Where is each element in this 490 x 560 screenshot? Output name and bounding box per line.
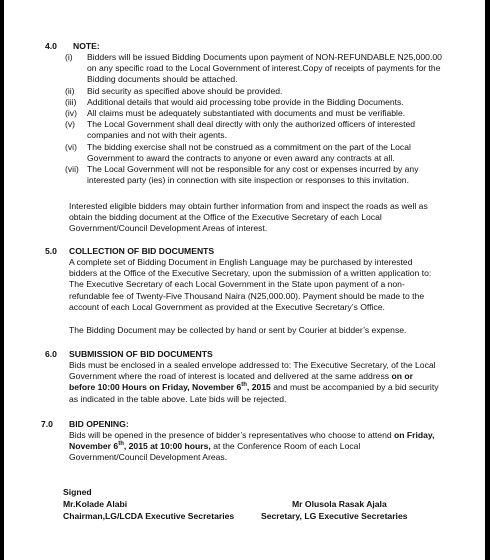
item-number: (vi) bbox=[65, 141, 77, 152]
document-page bbox=[4, 0, 485, 560]
text: and must be accompanied by a bid security as indicated in the table above. Late bids will be rejected. bbox=[69, 382, 439, 404]
opening-date: on Friday, November 6 bbox=[69, 430, 435, 452]
right-signatory-title: Secretary, LG Executive Secretaries bbox=[261, 511, 408, 521]
submission-body bbox=[69, 360, 439, 405]
signed-label: Signed bbox=[63, 487, 92, 497]
deadline-text: on or before 10:00 Hours on Friday, November 6 bbox=[69, 371, 413, 393]
list-item bbox=[65, 86, 445, 97]
paragraph: Interested eligible bidders may obtain further information from and inspect the roads as well as obtain the bidding document at the Office of the Executive Secretary of each Local Government/Council Development Areas of interest. bbox=[69, 201, 428, 234]
paragraph bbox=[69, 430, 439, 464]
section-heading: BID OPENING: bbox=[69, 419, 129, 429]
section-number: 6.0 bbox=[45, 349, 57, 359]
list-item bbox=[65, 52, 445, 86]
item-text: The Local Government will not be responsible for any cost or expenses incurred by any interested party (ies) in connection with site inspection or responses to this invitation. bbox=[87, 164, 419, 186]
list-item bbox=[65, 119, 445, 141]
list-item bbox=[65, 97, 445, 108]
left-signatory-title: Chairman,LG/LCDA Executive Secretaries bbox=[63, 511, 235, 521]
item-number: (iii) bbox=[65, 96, 77, 107]
text: Bids must be enclosed in a sealed envelope addressed to: The Executive Secretary, of the Local Government where the road of interest is located and delivered at the same address bbox=[69, 360, 436, 382]
item-text: The bidding exercise shall not be construed as a commitment on the part of the Local Government to award the contracts to anyone or even award any contracts at all. bbox=[87, 141, 411, 163]
item-number: (v) bbox=[65, 119, 76, 130]
list-item bbox=[65, 164, 445, 186]
collection-note bbox=[69, 325, 439, 336]
item-text: Bidders will be issued Bidding Documents upon payment of NON-REFUNDABLE N25,000.00 on any specific road to the Local Government of interest.Copy of receipts of payments for the Bidding documents should be attached. bbox=[87, 52, 442, 85]
list-item bbox=[65, 142, 445, 164]
paragraph: A complete set of Bidding Document in English Language may be purchased by interested bidders at the Office of the Executive Secretary, upon the submission of a written application to: The Executive Secretary of each Local Government in the State upon payment of a non-refundable fee of Twenty-Five Thousand Naira (N25,000.00). Payment should be made to the account of each Local Government as provided at the Executive Secretary’s Office. bbox=[69, 257, 432, 312]
left-signatory-name: Mr.Kolade Alabi bbox=[63, 499, 128, 509]
text: Bids will be opened in the presence of bidder’s representatives who choose to attend bbox=[69, 430, 395, 440]
deadline-year: , 2015 bbox=[246, 382, 271, 393]
paragraph: The Bidding Document may be collected by hand or sent by Courier at bidder’s expense. bbox=[69, 325, 407, 335]
opening-time: , 2015 at 10:00 hours, bbox=[123, 441, 211, 452]
superscript: th bbox=[118, 441, 124, 448]
superscript: th bbox=[241, 382, 247, 389]
item-number: (vii) bbox=[65, 164, 79, 175]
section-number: 7.0 bbox=[41, 419, 53, 429]
list-item bbox=[65, 108, 445, 119]
paragraph bbox=[69, 360, 439, 405]
opening-body bbox=[69, 430, 439, 464]
section-heading: SUBMISSION OF BID DOCUMENTS bbox=[69, 349, 213, 359]
item-text: All claims must be adequately substantiated with documents and must be verifiable. bbox=[87, 108, 406, 119]
note-closing bbox=[69, 201, 439, 235]
item-number: (ii) bbox=[65, 85, 75, 96]
item-text: Bid security as specified above should be provided. bbox=[87, 85, 283, 96]
collection-body bbox=[69, 257, 439, 313]
section-number: 5.0 bbox=[45, 246, 57, 256]
note-list bbox=[65, 52, 445, 186]
text: at the Conference Room of each Local Government/Council Development Areas. bbox=[69, 441, 361, 463]
item-number: (iv) bbox=[65, 108, 77, 119]
section-number: 4.0 bbox=[45, 41, 57, 51]
item-number: (i) bbox=[65, 52, 73, 62]
item-text: The Local Government shall deal directly with only the authorized officers of interested companies and not with their agents. bbox=[87, 119, 416, 141]
section-heading: COLLECTION OF BID DOCUMENTS bbox=[69, 246, 215, 256]
item-text: Additional details that would aid processing tobe provide in the Bidding Documents. bbox=[87, 96, 404, 107]
right-signatory-name: Mr Olusola Rasak Ajala bbox=[292, 499, 387, 509]
section-heading: NOTE: bbox=[73, 41, 100, 51]
